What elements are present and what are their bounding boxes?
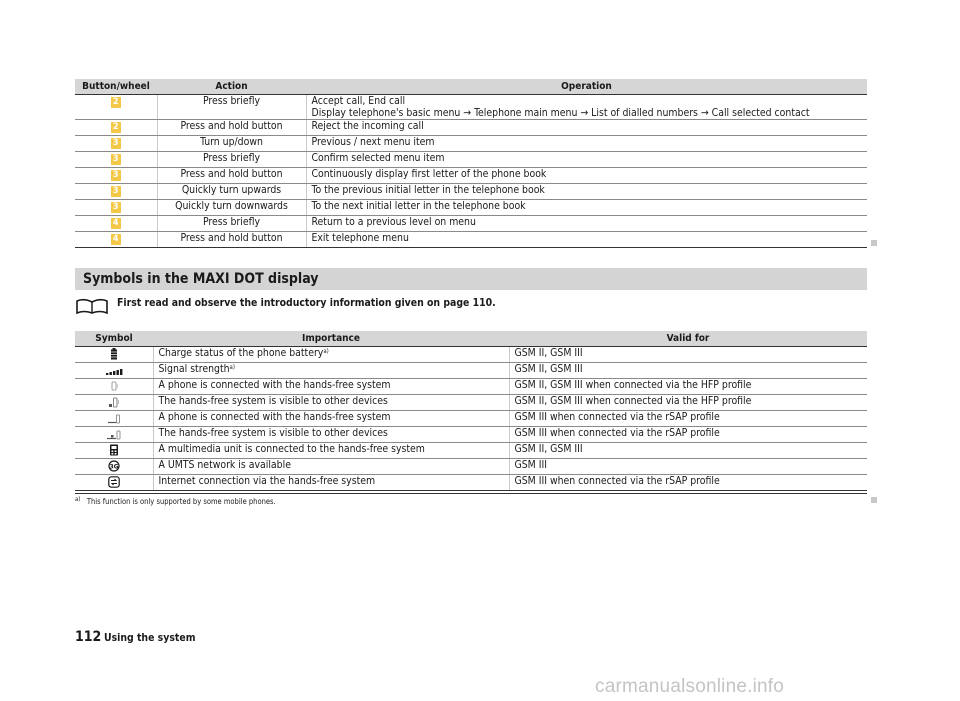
button-key-badge: 3	[111, 170, 121, 181]
column-header: Symbol	[75, 331, 153, 347]
section-title: Symbols in the MAXI DOT display	[75, 268, 867, 290]
button-key-badge: 4	[111, 218, 121, 229]
importance-cell: A phone is connected with the hands-free system	[153, 411, 509, 427]
action-cell: Press briefly	[157, 152, 306, 168]
action-cell: Press briefly	[157, 216, 306, 232]
table-row	[75, 136, 867, 152]
operation-cell: Exit telephone menu	[306, 232, 867, 248]
operation-cell: Reject the incoming call	[306, 120, 867, 136]
footnote-ref: a)	[229, 364, 235, 371]
signal-strength-icon	[80, 364, 148, 376]
table-header-row	[75, 331, 867, 347]
book-icon	[75, 298, 109, 318]
action-cell: Press and hold button	[157, 120, 306, 136]
importance-cell: The hands-free system is visible to other devices	[153, 427, 509, 443]
valid-for-cell: GSM III when connected via the rSAP profile	[509, 427, 867, 443]
phone-connected-icon	[80, 380, 148, 392]
column-header: Action	[157, 79, 306, 95]
button-key-badge: 3	[111, 154, 121, 165]
multimedia-icon	[80, 444, 148, 456]
column-header: Operation	[306, 79, 867, 95]
table-row	[75, 200, 867, 216]
footer-section-name: Using the system	[104, 632, 196, 644]
importance-cell: A UMTS network is available	[153, 459, 509, 475]
table-row	[75, 120, 867, 136]
umts-icon	[80, 460, 148, 472]
button-key-badge: 3	[111, 186, 121, 197]
table-row	[75, 475, 867, 491]
button-key-badge: 3	[111, 202, 121, 213]
svg-text:3G: 3G	[109, 463, 119, 471]
operation-cell: Previous / next menu item	[306, 136, 867, 152]
table-row	[75, 411, 867, 427]
table-row	[75, 363, 867, 379]
operation-cell: Return to a previous level on menu	[306, 216, 867, 232]
table-row	[75, 395, 867, 411]
button-key-badge: 3	[111, 138, 121, 149]
valid-for-cell: GSM II, GSM III when connected via the HFP profile	[509, 395, 867, 411]
table-row	[75, 184, 867, 200]
column-header: Button/wheel	[75, 79, 157, 95]
rsap-visible-icon	[80, 428, 148, 440]
action-cell: Press and hold button	[157, 168, 306, 184]
valid-for-cell: GSM III when connected via the rSAP profile	[509, 411, 867, 427]
table-row	[75, 95, 867, 120]
table-row	[75, 443, 867, 459]
page-number: 112	[75, 629, 102, 645]
intro-note: First read and observe the introductory information given on page 110.	[117, 297, 496, 309]
table-header-row	[75, 79, 867, 95]
valid-for-cell: GSM II, GSM III	[509, 443, 867, 459]
table-row	[75, 459, 867, 475]
valid-for-cell: GSM II, GSM III when connected via the HFP profile	[509, 379, 867, 395]
internet-icon	[80, 476, 148, 488]
importance-cell: Signal strength$^{a)}$	[153, 363, 509, 379]
table-row	[75, 347, 867, 363]
footnote	[75, 497, 276, 506]
operation-cell: Continuously display first letter of the phone book	[306, 168, 867, 184]
footnote-text: This function is only supported by some mobile phones.	[86, 497, 276, 506]
valid-for-cell: GSM II, GSM III	[509, 347, 867, 363]
column-header: Importance	[153, 331, 509, 347]
symbols-table	[75, 331, 867, 491]
table-row	[75, 216, 867, 232]
button-key-badge: 2	[111, 122, 121, 133]
button-key-badge: 4	[111, 234, 121, 245]
operation-cell: Confirm selected menu item	[306, 152, 867, 168]
footnote-mark: a)	[75, 496, 81, 503]
importance-cell: Charge status of the phone battery$^{a)}$	[153, 347, 509, 363]
action-cell: Turn up/down	[157, 136, 306, 152]
action-cell: Quickly turn upwards	[157, 184, 306, 200]
action-cell: Press briefly	[157, 95, 306, 120]
operations-table	[75, 79, 867, 248]
operation-text: Accept call, End call	[311, 95, 406, 107]
section-end-marker	[871, 497, 877, 503]
importance-cell: Internet connection via the hands-free system	[153, 475, 509, 491]
rsap-connected-icon	[80, 412, 148, 424]
action-cell: Press and hold button	[157, 232, 306, 248]
footnote-divider	[75, 493, 867, 494]
table-row	[75, 152, 867, 168]
footnote-ref: a)	[323, 348, 329, 355]
column-header: Valid for	[509, 331, 867, 347]
battery-icon	[80, 348, 148, 360]
table-row	[75, 379, 867, 395]
importance-cell: A multimedia unit is connected to the hands-free system	[153, 443, 509, 459]
action-cell: Quickly turn downwards	[157, 200, 306, 216]
operation-cell: To the next initial letter in the telephone book	[306, 200, 867, 216]
valid-for-cell: GSM II, GSM III	[509, 363, 867, 379]
table-row	[75, 232, 867, 248]
section-end-marker	[871, 240, 877, 246]
importance-cell: A phone is connected with the hands-free system	[153, 379, 509, 395]
table-row	[75, 427, 867, 443]
watermark: carmanualsonline.info	[595, 676, 785, 697]
operation-cell	[306, 95, 867, 120]
valid-for-cell: GSM III when connected via the rSAP profile	[509, 475, 867, 491]
valid-for-cell: GSM III	[509, 459, 867, 475]
button-key-badge: 2	[111, 97, 121, 108]
table-row	[75, 168, 867, 184]
operation-text: Display telephone's basic menu → Telephone main menu → List of dialled numbers → Call selected contact	[311, 107, 810, 119]
phone-visible-icon	[80, 396, 148, 408]
importance-cell: The hands-free system is visible to other devices	[153, 395, 509, 411]
operation-cell: To the previous initial letter in the telephone book	[306, 184, 867, 200]
